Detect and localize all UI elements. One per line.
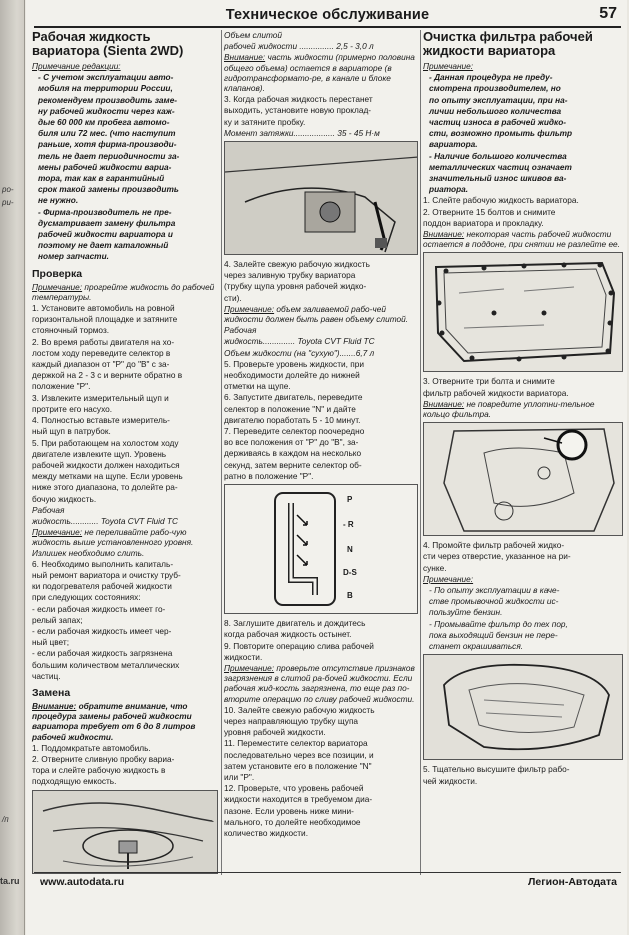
text-line: 1. Установите автомобиль на ровной — [32, 303, 175, 314]
text-line: 1. Слейте рабочую жидкость вариатора. — [423, 195, 579, 206]
column-divider — [221, 30, 222, 875]
filter-dry-figure — [423, 654, 623, 760]
ring-attention: Внимание: не повредите уплотни-тельное кольцо фильтра. — [423, 398, 595, 420]
text-line: пазоне. Если уровень ниже мини- — [224, 805, 354, 816]
drain-plug-figure — [32, 790, 218, 874]
drained-volume-spec: рабочей жидкости ............... 2,5 - 3,0 л — [224, 41, 374, 52]
text-line: 10. Залейте свежую рабочую жидкость — [224, 704, 375, 715]
text-line: горизонтальной площадке и затяните — [32, 314, 178, 325]
text-line: биля или 72 мес. (что наступит — [38, 128, 176, 139]
text-line: между метками на щупе. Если уровень — [32, 471, 183, 482]
text-line: 11. Переместите селектор вариатора — [224, 738, 368, 749]
text-line: металлических частиц означает — [429, 161, 572, 172]
text-line: держиваясь в каждом на несколько — [224, 448, 362, 459]
steps-5-7 — [224, 359, 418, 481]
heading-fluid: Рабочая жидкость вариатора (Sienta 2WD) — [32, 29, 184, 58]
step-4 — [224, 259, 418, 303]
replace-steps — [32, 743, 218, 787]
text-line: тора и слейте рабочую жидкость в — [32, 765, 166, 776]
wash-note — [423, 585, 623, 651]
text-line: 6. Запустите двигатель, переведите — [224, 392, 363, 403]
column-divider — [420, 30, 421, 875]
text-line: чей жидкости. — [423, 775, 478, 786]
text-line: номер запчасти. — [38, 251, 109, 262]
fluid-label: Рабочая — [32, 504, 65, 515]
text-line: ратно в положение "P". — [224, 470, 314, 481]
text-line: затем установите его в положение "N" — [224, 760, 372, 771]
text-line: 2. Отверните 15 болтов и снимите — [423, 206, 556, 217]
text-line: двигателю поработать 5 - 10 минут. — [224, 414, 361, 425]
text-line: 2. Отверните сливную пробку вариа- — [32, 753, 175, 764]
text-line: 6. Необходимо выполнить капиталь- — [32, 558, 174, 569]
text-line: ну рабочей жидкости через каж- — [38, 105, 175, 116]
text-line: жидкости. — [224, 651, 263, 662]
text-line: личии небольшого количества — [429, 105, 562, 116]
step-4-filter — [423, 540, 623, 573]
text-line: рекомендуем производить заме- — [38, 94, 178, 105]
steps-8-9 — [224, 618, 418, 662]
text-line: значительный износ шкивов ва- — [429, 173, 567, 184]
text-line: каждый диапазон от "P" до "B" с за- — [32, 359, 170, 370]
text-line: пока выходящий бензин не пере- — [429, 629, 558, 640]
text-line: пользуйте бензин. — [429, 607, 503, 618]
text-line: во все положения от "P" до "B", за- — [224, 437, 359, 448]
text-line: поэтому не дает каталожный — [38, 240, 169, 251]
text-line: 12. Проверьте, что уровень рабочей — [224, 783, 364, 794]
text-line: рабочей жидкости должен находиться — [32, 459, 180, 470]
footer-rule — [34, 872, 621, 873]
text-line: ный цвет; — [32, 637, 69, 648]
text-line: селектор в положение "N" и дайте — [224, 403, 356, 414]
text-line: ный ремонт вариатора и очистку труб- — [32, 569, 181, 580]
steps-10-12 — [224, 705, 418, 838]
section-title: Техническое обслуживание — [225, 7, 430, 23]
editor-note — [32, 72, 218, 261]
text-line: подходящую емкость. — [32, 776, 117, 787]
text-line: секунд, затем верните селектор об- — [224, 459, 362, 470]
fluid-spec: жидкость............ Toyota CVT Fluid TC — [32, 515, 178, 526]
attention-note: Внимание: обратите внимание, что процедура замены рабочей жидкости вариатора требует от 6 до 8 литров рабочей жидкости. — [32, 700, 196, 742]
text-line: сунке. — [423, 562, 447, 573]
text-line: сти, возможно промыть фильтр — [429, 128, 573, 139]
drained-volume-label: Объем слитой — [224, 30, 283, 40]
text-line: стояночный тормоз. — [32, 325, 110, 336]
step-5-filter — [423, 764, 623, 785]
text-line: 3. Когда рабочая жидкость перестанет — [224, 94, 373, 105]
text-line: - С учетом эксплуатации авто- — [38, 72, 174, 83]
gear-label: D-S — [343, 568, 357, 578]
heading-filter: Очистка фильтра рабочей жидкости вариатора — [423, 29, 593, 58]
text-line: ки подогревателя рабочей жидкости — [32, 581, 172, 592]
wash-note-label: Примечание: — [423, 573, 474, 584]
text-line: станет окрашиваться. — [429, 641, 524, 652]
text-line: через заливную трубку вариатора — [224, 270, 356, 281]
page-number: 57 — [599, 5, 617, 22]
text-line: тора, так как в гарантийный — [38, 173, 165, 184]
column-middle — [224, 30, 418, 839]
text-line: количество жидкости. — [224, 827, 309, 838]
selector-diagram — [224, 484, 418, 614]
text-line: срок такой замены производить — [38, 184, 179, 195]
gear-label: N — [347, 545, 353, 555]
fill-note: Примечание: объем заливаемой рабо-чей жидкости должен быть равен объему слитой. — [224, 303, 409, 325]
text-line: дые 60 000 км пробега автомо- — [38, 117, 170, 128]
text-line: когда рабочая жидкость остынет. — [224, 629, 352, 640]
gear-label: - R — [343, 520, 354, 530]
torque-spec: Момент затяжки.................. 35 - 45 Н·м — [224, 127, 380, 138]
step-3 — [224, 94, 418, 127]
text-line: тель не дает периодичности за- — [38, 150, 180, 161]
oil-pan-figure — [423, 252, 623, 372]
filter-note-label: Примечание: — [423, 61, 474, 71]
gear-label: P — [347, 495, 353, 505]
volume-attention: Внимание: часть жидкости (примерно половина общего объема) остается в вариаторе (в гидротрансформато-ре, в канале и блоке клапанов). — [224, 52, 415, 94]
text-line: 5. Проверьте уровень жидкости, при — [224, 358, 364, 369]
filter-figure — [423, 422, 623, 536]
text-line: (трубку щупа уровня рабочей жидко- — [224, 281, 367, 292]
text-line: - Данная процедура не преду- — [429, 72, 553, 83]
text-line: по опыту эксплуатации, при на- — [429, 94, 568, 105]
footer-publisher: Легион-Автодата — [528, 876, 617, 888]
fluid2-spec: жидкость.............. Toyota CVT Fluid TC — [224, 336, 375, 347]
text-line: 8. Заглушите двигатель и дождитесь — [224, 618, 366, 629]
text-line: 5. При работающем на холостом ходу — [32, 437, 179, 448]
text-line: 3. Отверните три болта и снимите — [423, 376, 555, 387]
text-line: через направляющую трубку щупа — [224, 715, 359, 726]
text-line: 9. Повторите операцию слива рабочей — [224, 640, 374, 651]
filler-tube-figure — [224, 141, 418, 255]
text-line: выходить, установите новую проклад- — [224, 105, 372, 116]
text-line: рабочей жидкости вариатора и — [38, 229, 173, 240]
margin-fragment: ри- — [2, 198, 14, 207]
text-line: ный щуп в патрубок. — [32, 426, 111, 437]
margin-fragment: ta.ru — [0, 876, 20, 886]
text-line: держкой на 2 - 3 с и верните обратно в — [32, 370, 183, 381]
text-line: 7. Переведите селектор поочередно — [224, 426, 365, 437]
text-line: отметки на щупе. — [224, 381, 291, 392]
heading-replace: Замена — [32, 686, 71, 699]
overfill-note: Примечание: не переливайте рабо-чую жидкость выше установленного уровня. Излишек необходимо слить. — [32, 527, 194, 558]
filter-note — [423, 72, 623, 194]
heading-check: Проверка — [32, 267, 83, 280]
text-line: стве промывочной жидкости ис- — [429, 596, 559, 607]
text-line: сти). — [224, 292, 242, 303]
text-line: мены рабочей жидкости вариа- — [38, 161, 172, 172]
page-header — [34, 4, 621, 28]
step-3-filter — [423, 376, 623, 397]
book-page — [26, 0, 627, 935]
text-line: 4. Полностью вставьте измеритель- — [32, 415, 170, 426]
text-line: - если рабочая жидкость имеет го- — [32, 603, 166, 614]
text-line: не нужно. — [38, 195, 79, 206]
text-line: 1. Поддомкратьте автомобиль. — [32, 742, 151, 753]
text-line: ку и затяните пробку. — [224, 116, 306, 127]
editor-note-label: Примечание редакции: — [32, 61, 121, 71]
text-line: бочую жидкость. — [32, 493, 97, 504]
text-line: - если рабочая жидкость загрязнена — [32, 648, 173, 659]
text-line: большим количеством металлических — [32, 659, 180, 670]
text-line: жидкости находится в требуемом диа- — [224, 794, 373, 805]
text-line: риатора. — [429, 184, 469, 195]
repair-conditions — [32, 559, 218, 681]
text-line: двигателе извлеките щуп. Уровень — [32, 448, 167, 459]
margin-fragment: ро- — [2, 185, 14, 194]
text-line: вариатора. — [429, 139, 478, 150]
text-line: релый запах; — [32, 614, 83, 625]
text-line: частиц. — [32, 670, 61, 681]
text-line: при следующих состояниях: — [32, 592, 141, 603]
contamination-note: Примечание: проверьте отсутствие признаков загрязнения в слитой ра-бочей жидкости. Если рабочая жид-кость загрязнена, то еще раз по-вторите операцию по сливу рабочей жидкости. — [224, 662, 415, 704]
text-line: смотрена производителем, но — [429, 83, 561, 94]
column-left — [32, 30, 218, 878]
column-right — [423, 30, 623, 787]
pan-attention: Внимание: некоторая часть рабочей жидкости остается в поддоне, при снятии не разлейте ее. — [423, 229, 620, 250]
check-steps — [32, 303, 218, 504]
text-line: - Фирма-производитель не пре- — [38, 206, 172, 217]
text-line: раньше, хотя фирма-производи- — [38, 139, 177, 150]
text-line: последовательно через все позиции, и — [224, 749, 374, 760]
text-line: поддон вариатора и прокладку. — [423, 217, 544, 228]
text-line: 4. Залейте свежую рабочую жидкость — [224, 259, 370, 270]
text-line: протрите его насухо. — [32, 403, 113, 414]
gear-label: B — [347, 591, 353, 601]
check-note: Примечание: прогрейте жидкость до рабочей температуры. — [32, 281, 215, 302]
text-line: дусматривает замену фильтра — [38, 217, 176, 228]
text-line: мобиля на территории России, — [38, 83, 173, 94]
text-line: - если рабочая жидкость имеет чер- — [32, 625, 172, 636]
text-line: или "P". — [224, 771, 255, 782]
text-line: - Промывайте фильтр до тех пор, — [429, 618, 568, 629]
text-line: частиц износа в рабочей жидко- — [429, 117, 567, 128]
text-line: 2. Во время работы двигателя на хо- — [32, 336, 175, 347]
text-line: - Наличие большого количества — [429, 150, 567, 161]
text-line: ниже этого диапазона, то долейте ра- — [32, 482, 178, 493]
text-line: 5. Тщательно высушите фильтр рабо- — [423, 764, 570, 775]
fluid2-label: Рабочая — [224, 325, 257, 336]
margin-fragment: /п — [2, 815, 9, 824]
text-line: - По опыту эксплуатации в каче- — [429, 585, 560, 596]
text-line: 4. Промойте фильтр рабочей жидко- — [423, 540, 565, 551]
text-line: уровня рабочей жидкости. — [224, 727, 326, 738]
text-line: 3. Извлеките измерительный щуп и — [32, 392, 169, 403]
text-line: необходимости долейте до нижней — [224, 370, 360, 381]
text-line: лостом ходу переведите селектор в — [32, 347, 171, 358]
steps-1-2 — [423, 195, 623, 228]
footer-website: www.autodata.ru — [40, 876, 125, 888]
text-line: положение "P". — [32, 381, 91, 392]
adjacent-page-edge — [0, 0, 25, 935]
text-line: мального, то долейте необходимое — [224, 816, 361, 827]
text-line: сти через отверстие, указанное на ри- — [423, 551, 571, 562]
fluid2-volume: Объем жидкости (на "сухую").......6,7 л — [224, 347, 375, 358]
text-line: фильтр рабочей жидкости вариатора. — [423, 387, 569, 398]
